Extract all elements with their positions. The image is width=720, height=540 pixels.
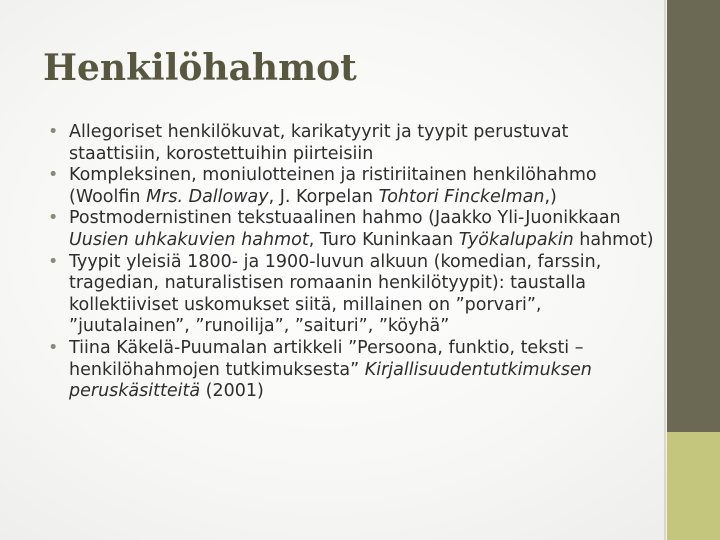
- bullet-list: [48, 122, 660, 403]
- bullet-text: Kompleksinen, moniulotteinen ja ristiriitainen henkilöhahmo (Woolfin: [69, 165, 597, 207]
- bullet-item: [48, 122, 660, 165]
- slide-title: Henkilöhahmot: [43, 47, 357, 89]
- bullet-item: [48, 165, 660, 208]
- italic-text: Mrs. Dalloway: [146, 186, 269, 207]
- italic-text: Uusien uhkakuvien hahmot: [69, 229, 309, 250]
- italic-text: Tohtori Finckelman: [378, 186, 545, 207]
- bullet-item: [48, 208, 660, 251]
- bullet-text: Tiina Käkelä-Puumalan artikkeli ”Persoona, funktio, teksti – henkilöhahmojen tutkimuksesta”: [69, 337, 584, 380]
- sidebar-divider: [664, 0, 666, 540]
- bullet-text: Allegoriset henkilökuvat, karikatyyrit ja tyypit perustuvat staattisiin, korostettuihin piirteisiin: [69, 122, 569, 164]
- sidebar-decoration-light: [667, 432, 720, 540]
- bullet-text: , J. Korpelan: [268, 186, 379, 207]
- bullet-text: hahmot): [573, 229, 654, 250]
- italic-text: Kirjallisuudentutkimuksen peruskäsitteitä: [69, 359, 592, 402]
- italic-text: Työkalupakin: [458, 229, 574, 250]
- bullet-text: (2001): [200, 381, 264, 402]
- bullet-text: , Turo Kuninkaan: [308, 229, 459, 250]
- bullet-item: [48, 252, 660, 338]
- bullet-text: ,): [544, 186, 557, 207]
- sidebar-decoration-dark: [667, 0, 720, 432]
- bullet-text: Postmodernistinen tekstuaalinen hahmo (Jaakko Yli-Juonikkaan: [69, 208, 621, 229]
- bullet-item: [48, 338, 660, 403]
- bullet-text: Tyypit yleisiä 1800- ja 1900-luvun alkuun (komedian, farssin, tragedian, naturalistisen romaanin henkilötyypit): taustalla kollektiiviset uskomukset siitä, millainen on ”porvari”, ”juutalainen”, ”runoilija”, ”saituri”, ”köyhä”: [69, 251, 602, 337]
